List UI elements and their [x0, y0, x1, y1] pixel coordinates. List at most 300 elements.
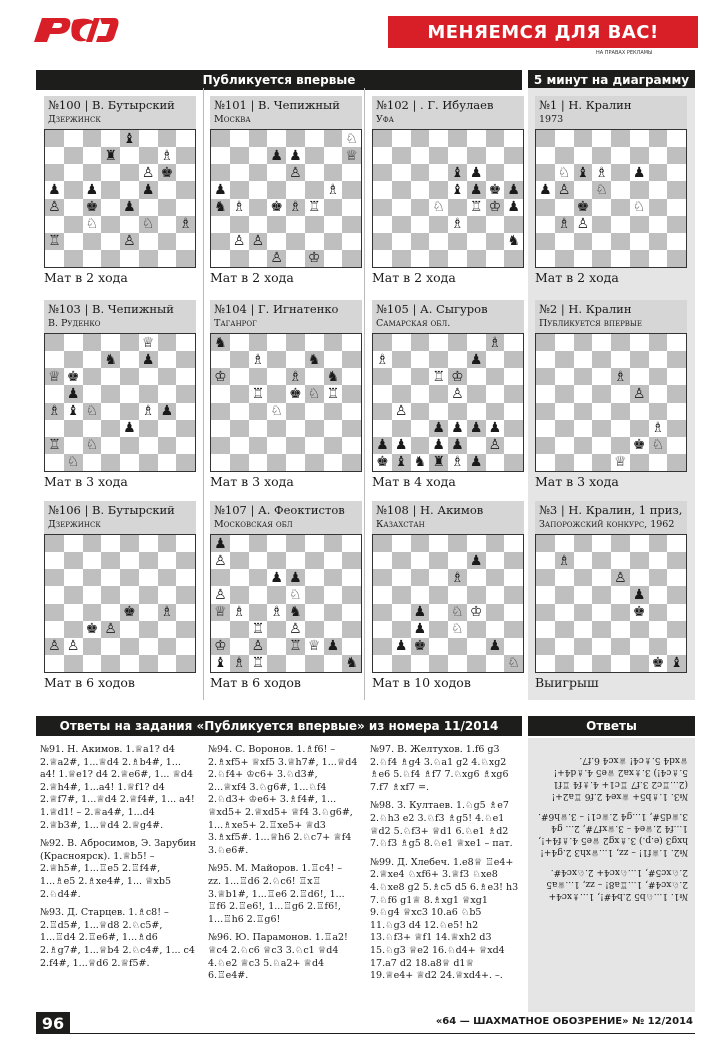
square-e5: ♙: [451, 385, 464, 402]
square-b3: [392, 621, 411, 638]
problem-header: [372, 96, 524, 129]
square-b4: [555, 403, 574, 420]
square-g6: [649, 368, 668, 385]
square-a7: [536, 552, 555, 569]
square-h8: [504, 535, 523, 552]
square-f1: [467, 250, 486, 267]
problem-number: №107: [214, 503, 247, 517]
separator: |: [80, 98, 93, 112]
square-b1: [230, 250, 249, 267]
square-b1: [230, 454, 249, 471]
square-c7: [411, 351, 430, 368]
square-e8: [448, 334, 467, 351]
square-c7: [411, 552, 430, 569]
square-a2: [536, 638, 555, 655]
separator: |: [408, 302, 421, 316]
square-g6: [158, 569, 177, 586]
square-d1: [429, 655, 448, 672]
square-f4: [139, 604, 158, 621]
problem-number-author: [214, 98, 358, 112]
square-b2: [555, 437, 574, 454]
square-g3: [158, 621, 177, 638]
square-c3: [411, 420, 430, 437]
square-h4: [504, 604, 523, 621]
square-e2: [611, 437, 630, 454]
square-f5: ♟: [467, 181, 486, 198]
square-h7: ♕: [342, 147, 361, 164]
square-h8: [667, 334, 686, 351]
square-f1: [467, 655, 486, 672]
square-a8: [373, 334, 392, 351]
square-a2: ♟: [373, 437, 392, 454]
square-g4: ♔: [486, 199, 505, 216]
problem-header: [372, 300, 524, 333]
square-d8: [429, 535, 448, 552]
square-g3: ♟: [488, 420, 502, 437]
square-c7: [574, 351, 593, 368]
square-a3: [373, 216, 392, 233]
square-e2: [448, 638, 467, 655]
square-b1: [555, 655, 574, 672]
square-a4: ♙: [45, 199, 64, 216]
square-c1: [249, 454, 268, 471]
square-h5: ♟: [504, 181, 523, 198]
square-a1: [536, 250, 555, 267]
square-c6: [83, 164, 102, 181]
square-f4: [630, 403, 649, 420]
square-f2: [305, 437, 324, 454]
square-a2: [373, 233, 392, 250]
stipulation: Мат в 2 хода: [44, 270, 128, 285]
square-e5: [611, 385, 630, 402]
square-g3: [486, 216, 505, 233]
square-h1: [342, 250, 361, 267]
square-f8: [139, 130, 158, 147]
square-f1: [630, 250, 649, 267]
square-e5: [611, 586, 630, 603]
square-g6: [486, 569, 505, 586]
square-b6: [555, 368, 574, 385]
problem-author: Н. Кралин: [568, 98, 632, 112]
square-a3: [211, 420, 230, 437]
stipulation: Мат в 6 ходов: [210, 675, 301, 690]
square-d1: [267, 655, 286, 672]
problem-cell: [372, 300, 524, 489]
square-b5: [392, 181, 411, 198]
problem-cell: [210, 96, 362, 285]
problem-place: В. Руденко: [48, 318, 101, 329]
square-h2: [667, 638, 686, 655]
square-e4: [448, 403, 467, 420]
square-e5: [120, 586, 139, 603]
square-a8: ♟: [211, 535, 230, 552]
answers-right-panel: [528, 738, 695, 1012]
square-c1: [83, 655, 102, 672]
square-d1: ♙: [267, 250, 286, 267]
problem-header: [44, 501, 196, 534]
chess-board: [210, 534, 362, 673]
square-e7: [120, 147, 139, 164]
square-d4: [101, 604, 120, 621]
square-b2: ♙: [232, 233, 246, 250]
square-g1: [486, 655, 505, 672]
answer-item: №1. 1...♘b5 2.b4#!, 1...♗xc4+ 2.♘xc4#, 1...♖a8! – zz, 1...♕a5 2.♘xc5#, 1...♘xc4+ 2.♘xc4#.: [546, 867, 688, 901]
square-e1: [120, 655, 139, 672]
square-a6: [536, 368, 555, 385]
square-b7: [64, 552, 83, 569]
square-d4: [101, 199, 120, 216]
square-g6: [324, 164, 343, 181]
square-h1: [667, 454, 686, 471]
square-c2: [411, 437, 430, 454]
square-h5: [342, 385, 361, 402]
square-h2: [342, 437, 361, 454]
square-f5: ♘: [305, 385, 324, 402]
square-a3: [373, 420, 392, 437]
square-b8: [392, 130, 411, 147]
column-separator: [364, 88, 365, 700]
problem-place: 1973: [539, 114, 564, 125]
problem-header: [535, 96, 687, 129]
problem-header: [210, 96, 362, 129]
square-a5: [45, 586, 64, 603]
square-b6: [555, 569, 574, 586]
square-h1: [504, 250, 523, 267]
square-c2: [574, 233, 593, 250]
square-d7: [429, 351, 448, 368]
answer-item: №3. 1.♗b5+ ♕xe4 2.f6 ♖a2+! (2...♖c2 3.f7 ♖c1+ 4.♗f4 ♖f1 5.♗c4!) 3.♗xa2 ♕e5 4.♗d4+! ♕xd4 5.♗c4! ♕xc4 6.f7.: [551, 755, 688, 801]
square-b4: ♗: [232, 199, 246, 216]
square-d7: [592, 351, 611, 368]
square-b5: [230, 586, 249, 603]
square-c5: [411, 586, 430, 603]
square-b4: ♗: [232, 604, 246, 621]
square-d7: ♞: [101, 351, 120, 368]
square-f6: [630, 569, 649, 586]
square-e4: ♚: [120, 604, 139, 621]
square-b8: [64, 535, 83, 552]
square-f6: [305, 368, 324, 385]
square-a6: [536, 569, 555, 586]
square-a4: ♗: [45, 403, 64, 420]
square-d8: [101, 334, 120, 351]
square-e6: ♙: [611, 569, 630, 586]
square-h2: [504, 638, 523, 655]
square-e2: [611, 233, 630, 250]
square-a8: [45, 535, 64, 552]
square-h3: ♗: [176, 216, 195, 233]
square-c6: [83, 569, 102, 586]
square-e1: [286, 250, 305, 267]
square-c5: [249, 181, 268, 198]
square-a1: [536, 655, 555, 672]
separator: |: [246, 302, 259, 316]
square-c7: [249, 147, 268, 164]
square-g4: [324, 199, 343, 216]
problem-place: Казахстан: [376, 519, 425, 530]
square-g8: [158, 334, 177, 351]
square-b2: [230, 638, 249, 655]
square-e4: [611, 604, 630, 621]
square-e4: ♞: [286, 604, 305, 621]
square-c6: [249, 569, 268, 586]
square-c4: [249, 403, 268, 420]
square-h6: [504, 368, 523, 385]
square-a3: [536, 216, 555, 233]
square-g7: [486, 351, 505, 368]
footer-rule: [36, 1033, 695, 1034]
square-d3: [592, 621, 611, 638]
problem-place: Уфа: [376, 114, 394, 125]
square-e4: [611, 199, 630, 216]
square-d1: [592, 655, 611, 672]
square-a8: [373, 535, 392, 552]
square-b2: ♙: [66, 638, 80, 655]
square-g4: [486, 403, 505, 420]
square-c4: ♚: [574, 199, 593, 216]
square-e8: [448, 535, 467, 552]
square-e2: ♟: [448, 437, 467, 454]
square-g5: ♖: [326, 385, 340, 402]
square-c2: [249, 437, 268, 454]
square-b1: [64, 250, 83, 267]
problem-number: №100: [48, 98, 81, 112]
square-a5: ♟: [214, 181, 227, 198]
square-e3: ♗: [451, 216, 464, 233]
square-a3: [536, 621, 555, 638]
square-c6: [411, 368, 430, 385]
square-f3: [305, 216, 324, 233]
square-f4: ♖: [307, 199, 321, 216]
square-g2: [324, 437, 343, 454]
square-d5: [101, 181, 120, 198]
square-b1: [555, 250, 574, 267]
square-b8: [230, 535, 249, 552]
square-c5: ♖: [251, 385, 265, 402]
square-f2: ♚: [632, 437, 646, 454]
square-f5: [467, 385, 486, 402]
square-b8: [230, 130, 249, 147]
square-a8: ♞: [211, 334, 230, 351]
square-f3: [139, 621, 158, 638]
square-e7: [286, 552, 305, 569]
stipulation: Мат в 3 хода: [44, 474, 128, 489]
separator: |: [557, 98, 569, 112]
problem-number-author: [214, 302, 358, 316]
square-c8: [249, 535, 268, 552]
square-a1: [373, 655, 392, 672]
square-c4: [83, 604, 102, 621]
square-a5: [536, 385, 555, 402]
square-d8: [101, 130, 120, 147]
square-g3: [324, 621, 343, 638]
square-h4: [176, 604, 195, 621]
chess-board: [210, 129, 362, 268]
square-f1: [630, 454, 649, 471]
square-f6: [305, 164, 324, 181]
problem-number: №101: [214, 98, 247, 112]
square-g1: [158, 655, 177, 672]
problem-cell: [372, 96, 524, 285]
square-f8: [139, 535, 158, 552]
square-g5: [158, 586, 177, 603]
separator: |: [408, 98, 421, 112]
square-b8: [392, 334, 411, 351]
square-g5: [486, 586, 505, 603]
square-h4: [176, 403, 195, 420]
square-d7: [101, 552, 120, 569]
answers-column-2: [208, 744, 358, 989]
square-f3: [305, 420, 324, 437]
square-e2: ♙: [120, 233, 139, 250]
square-d8: [101, 535, 120, 552]
square-h3: [342, 216, 361, 233]
square-c2: [411, 233, 430, 250]
square-e1: [286, 655, 305, 672]
problem-number-author: [48, 503, 192, 517]
square-d1: [592, 250, 611, 267]
square-g1: [324, 250, 343, 267]
square-g3: [158, 216, 177, 233]
problem-number: №106: [48, 503, 81, 517]
square-b5: ♙: [555, 181, 574, 198]
square-f7: [139, 552, 158, 569]
square-f7: [630, 552, 649, 569]
square-h8: [342, 535, 361, 552]
square-h6: [667, 368, 686, 385]
square-d6: ♗: [595, 164, 608, 181]
square-d3: [429, 621, 448, 638]
square-d6: [429, 164, 448, 181]
square-f6: [467, 368, 486, 385]
square-b7: ♗: [555, 552, 574, 569]
square-d6: [267, 164, 286, 181]
square-h5: [667, 181, 686, 198]
square-d2: [101, 437, 120, 454]
square-h3: [504, 216, 523, 233]
square-b3: [64, 621, 83, 638]
square-a7: ♙: [214, 552, 227, 569]
stipulation: Мат в 3 хода: [210, 474, 294, 489]
square-b4: [392, 604, 411, 621]
chess-board: [372, 129, 524, 268]
square-g7: [649, 552, 668, 569]
square-b1: ♘: [64, 454, 83, 471]
square-b4: [392, 199, 411, 216]
square-a4: [536, 604, 555, 621]
problem-cell: [535, 96, 687, 285]
square-c2: ♚: [411, 638, 430, 655]
square-a2: [373, 638, 392, 655]
square-f6: [139, 569, 158, 586]
square-a8: [45, 130, 64, 147]
problem-cell: [44, 300, 196, 489]
square-d3: [267, 420, 286, 437]
square-a2: [536, 437, 555, 454]
square-e1: [286, 454, 305, 471]
chess-board: [535, 333, 687, 472]
square-e2: [286, 437, 305, 454]
square-e5: [120, 385, 139, 402]
square-g7: [324, 147, 343, 164]
square-a2: [211, 437, 230, 454]
problem-number: №105: [376, 302, 409, 316]
square-h5: [342, 586, 361, 603]
square-e7: ♟: [289, 147, 302, 164]
square-d4: [429, 403, 448, 420]
square-b3: [230, 216, 249, 233]
problem-number-author: [539, 98, 683, 112]
square-b1: [555, 454, 574, 471]
problem-number-author: [539, 503, 683, 517]
square-b7: [555, 351, 574, 368]
problem-header: [44, 96, 196, 129]
square-g6: [486, 164, 505, 181]
square-c8: [411, 334, 430, 351]
square-g5: [324, 586, 343, 603]
square-h1: [342, 454, 361, 471]
square-c2: ♙: [249, 233, 268, 250]
square-c4: ♟: [411, 604, 430, 621]
square-e4: [286, 403, 305, 420]
square-c1: ♞: [413, 454, 427, 471]
square-d3: [101, 216, 120, 233]
square-d6: [101, 164, 120, 181]
square-g5: [158, 385, 177, 402]
square-d2: [592, 437, 611, 454]
square-d4: ♘: [432, 199, 445, 216]
square-b5: [230, 385, 249, 402]
square-e8: [286, 130, 305, 147]
square-g2: [158, 638, 177, 655]
separator: |: [246, 503, 259, 517]
square-h2: [667, 437, 686, 454]
square-c6: ♝: [574, 164, 593, 181]
square-d2: [267, 233, 286, 250]
square-h5: [504, 385, 523, 402]
square-g8: [486, 535, 505, 552]
square-b2: [392, 233, 411, 250]
square-d5: [101, 586, 120, 603]
chess-board: [210, 333, 362, 472]
square-h8: [667, 130, 686, 147]
square-a3: [45, 420, 64, 437]
square-f7: ♟: [467, 552, 486, 569]
square-d4: ♘: [270, 403, 283, 420]
square-g2: [158, 437, 177, 454]
square-h6: [176, 569, 195, 586]
square-d6: [101, 569, 120, 586]
square-h1: [176, 655, 195, 672]
square-g4: [649, 604, 668, 621]
square-a6: [373, 164, 392, 181]
square-g6: ♞: [324, 368, 343, 385]
problem-number-author: [48, 98, 192, 112]
square-g3: [324, 216, 343, 233]
square-b1: ♗: [230, 655, 249, 672]
square-c2: [574, 437, 593, 454]
square-f2: [139, 233, 158, 250]
square-c8: [83, 130, 102, 147]
problem-place: Москва: [214, 114, 251, 125]
square-b3: [392, 216, 411, 233]
square-g5: [649, 385, 668, 402]
square-g3: [158, 420, 177, 437]
square-a5: [373, 181, 392, 198]
square-f3: ♘: [139, 216, 158, 233]
square-d7: [429, 552, 448, 569]
square-e8: [448, 130, 467, 147]
